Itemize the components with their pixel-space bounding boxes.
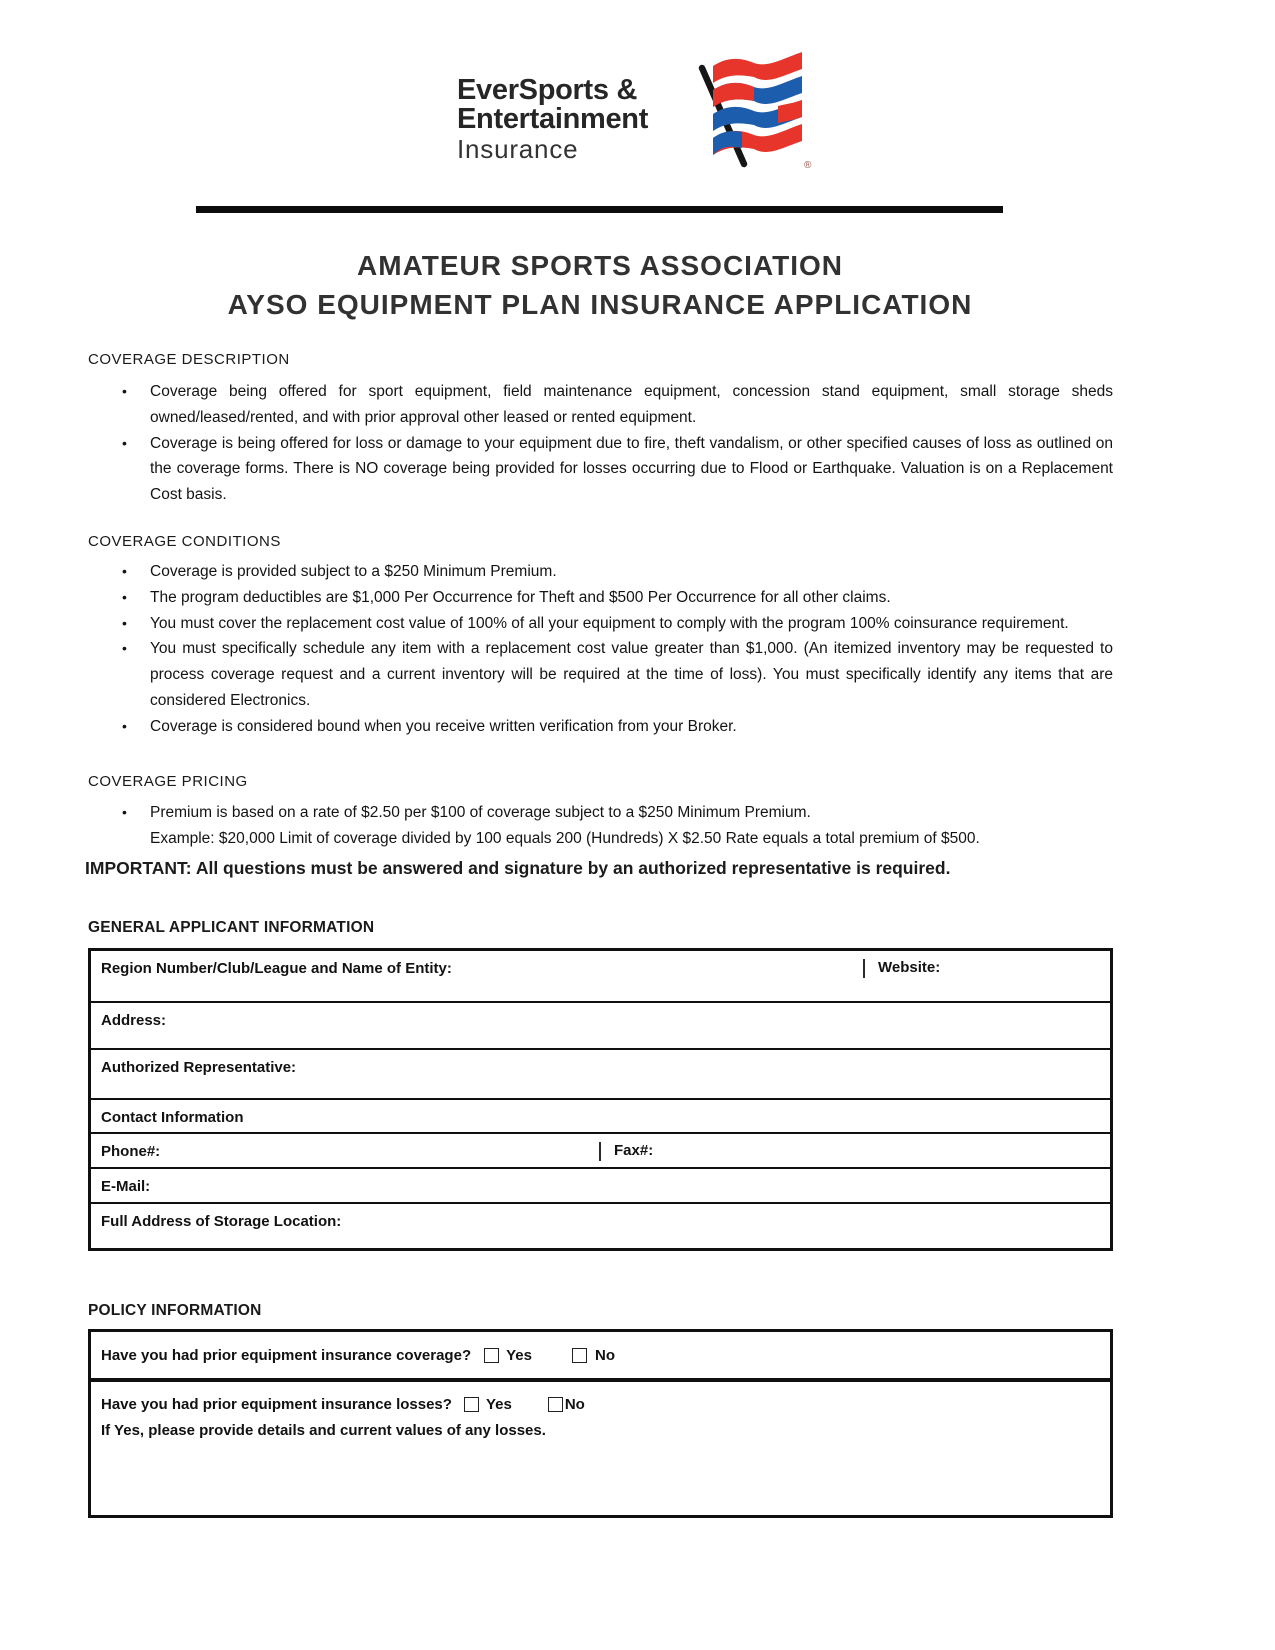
column-separator <box>863 959 865 978</box>
no-label: No <box>564 1396 585 1413</box>
prior-coverage-no-checkbox[interactable] <box>572 1348 587 1363</box>
coverage-description-heading: COVERAGE DESCRIPTION <box>88 351 290 368</box>
logo-line1: EverSports & <box>457 74 638 106</box>
general-applicant-heading: GENERAL APPLICANT INFORMATION <box>88 919 375 936</box>
bullet-item: • You must cover the replacement cost value of 100% of all your equipment to comply with the program 100% coinsurance requirement. <box>88 611 1113 637</box>
document-title <box>130 246 1070 324</box>
yes-label: Yes <box>506 1346 532 1364</box>
flag-stripe-3-overlay <box>778 100 802 123</box>
pricing-example: Example: $20,000 Limit of coverage divided by 100 equals 200 (Hundreds) X $2.50 Rate equals a total premium of $500. <box>150 830 980 847</box>
prior-coverage-yes-checkbox[interactable] <box>484 1348 499 1363</box>
address-label: Address: <box>101 1012 167 1029</box>
prior-losses-yes-checkbox[interactable] <box>464 1397 479 1412</box>
bullet-item: • Coverage is being offered for loss or damage to your equipment due to fire, theft vandalism, or other specified causes of loss as outlined on the coverage forms. There is NO coverage being provided for losses occurring due to Flood or Earthquake. Valuation is on a Replacement Cost basis. <box>88 431 1113 508</box>
bullet-item: • You must specifically schedule any item with a replacement cost value greater than $1,000. (An itemized inventory may be requested to process coverage request and a current inventory will be required at the time of loss). You must specifically identify any items that are considered Electronics. <box>88 636 1113 713</box>
bullet-item: • Coverage being offered for sport equipment, field maintenance equipment, concession stand equipment, small storage sheds owned/leased/rented, and with prior approval other leased or rented equipment. <box>88 379 1113 431</box>
prior-losses-no-checkbox[interactable] <box>548 1397 563 1412</box>
bullet-item: • Coverage is provided subject to a $250 Minimum Premium. <box>88 559 1113 585</box>
website-group[interactable] <box>863 959 940 978</box>
no-label: No <box>594 1346 615 1364</box>
bullet-item: • Coverage is considered bound when you receive written verification from your Broker. <box>88 714 1113 740</box>
address-row[interactable] <box>91 1001 1110 1048</box>
important-note: IMPORTANT: All questions must be answered and signature by an authorized representative is required. <box>85 858 951 878</box>
contact-info-row <box>91 1098 1110 1132</box>
representative-label: Authorized Representative: <box>101 1059 297 1076</box>
registered-trademark: ® <box>804 160 812 171</box>
prior-losses-followup: If Yes, please provide details and current values of any losses. <box>101 1422 546 1439</box>
prior-losses-row[interactable] <box>91 1378 1110 1515</box>
coverage-description-list <box>88 379 1113 508</box>
column-separator <box>599 1142 601 1161</box>
prior-coverage-question: Have you had prior equipment insurance coverage? <box>101 1346 472 1364</box>
bullet-item: • The program deductibles are $1,000 Per Occurrence for Theft and $500 Per Occurrence for all other claims. <box>88 585 1113 611</box>
coverage-pricing-example-wrap <box>88 826 1113 852</box>
coverage-conditions-list <box>88 559 1113 740</box>
representative-row[interactable] <box>91 1048 1110 1098</box>
region-entity-row[interactable] <box>91 951 1110 1001</box>
region-entity-label: Region Number/Club/League and Name of Entity: <box>101 960 452 977</box>
title-line2: AYSO EQUIPMENT PLAN INSURANCE APPLICATION <box>227 289 973 320</box>
email-label: E-Mail: <box>101 1178 151 1195</box>
header-divider <box>196 206 1003 213</box>
flag-stripe-1 <box>713 52 802 83</box>
flag-stripe-2-overlay <box>713 83 754 107</box>
prior-losses-question: Have you had prior equipment insurance losses? <box>101 1396 452 1413</box>
prior-coverage-row <box>91 1332 1110 1378</box>
contact-info-label: Contact Information <box>101 1109 244 1126</box>
storage-location-label: Full Address of Storage Location: <box>101 1213 342 1230</box>
policy-information-heading: POLICY INFORMATION <box>88 1302 262 1319</box>
phone-fax-row[interactable] <box>91 1132 1110 1167</box>
website-label: Website: <box>878 959 941 976</box>
fax-label: Fax#: <box>614 1142 654 1159</box>
logo-line3: Insurance <box>457 134 579 164</box>
storage-location-row[interactable] <box>91 1202 1110 1248</box>
bullet-item: • Premium is based on a rate of $2.50 per $100 of coverage subject to a $250 Minimum Premium. <box>88 800 1113 826</box>
title-line1: AMATEUR SPORTS ASSOCIATION <box>357 250 843 281</box>
fax-group[interactable] <box>599 1142 653 1161</box>
email-row[interactable] <box>91 1167 1110 1202</box>
policy-information-table <box>88 1329 1113 1518</box>
prior-losses-question-line <box>101 1396 1100 1413</box>
flag-logo-icon <box>666 46 818 174</box>
coverage-pricing-list <box>88 800 1113 826</box>
phone-label: Phone#: <box>101 1143 161 1160</box>
coverage-pricing-heading: COVERAGE PRICING <box>88 773 248 790</box>
coverage-conditions-heading: COVERAGE CONDITIONS <box>88 533 281 550</box>
logo-line2: Entertainment <box>457 103 649 135</box>
general-applicant-table <box>88 948 1113 1251</box>
yes-label: Yes <box>485 1396 512 1413</box>
logo-wordmark <box>457 76 648 164</box>
